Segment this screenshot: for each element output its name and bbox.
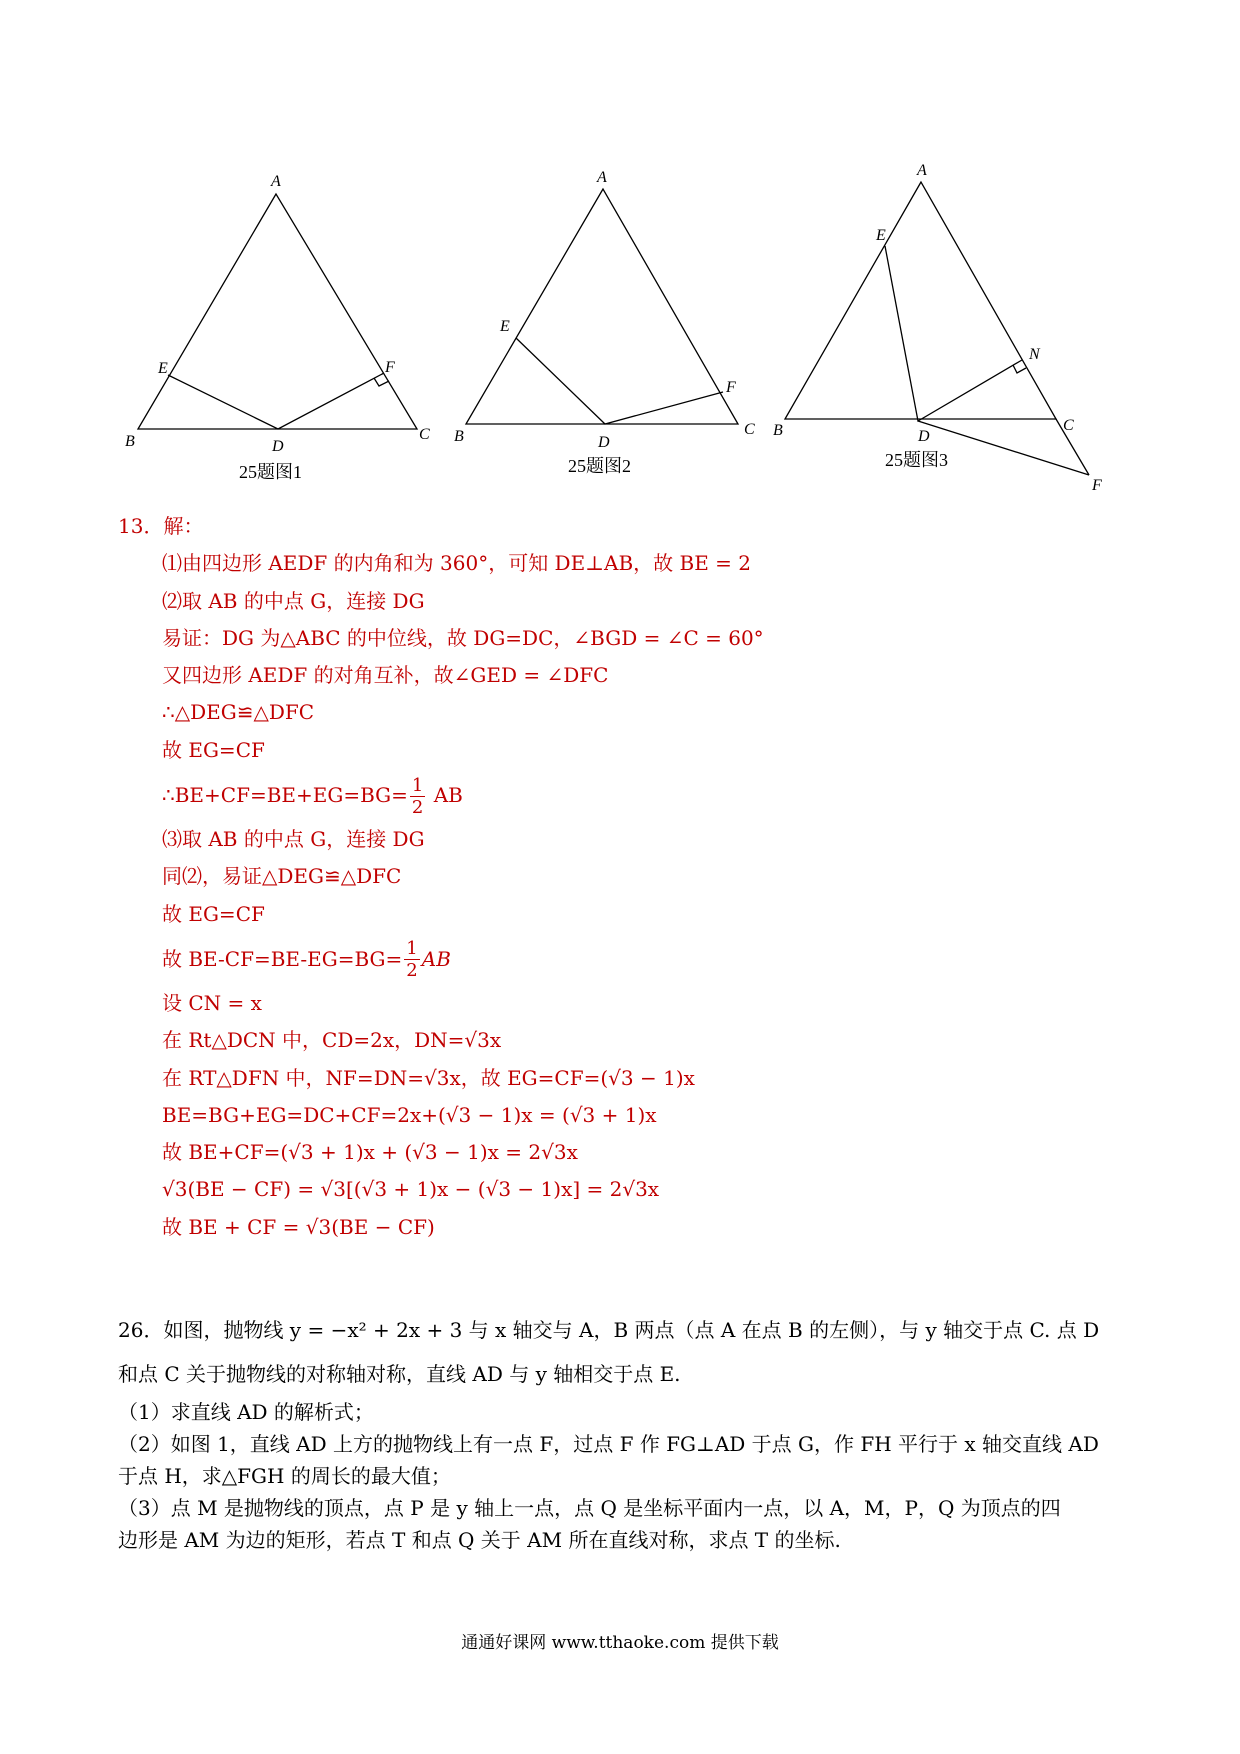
figure-1-labels [125, 173, 430, 482]
solution-line: 在 RT△DFN 中，NF=DN=√3x，故 EG=CF=(√3 − 1)x [162, 1065, 695, 1090]
solution-line: √3(BE − CF) = √3[(√3 + 1)x − (√3 − 1)x] = 2√3x [162, 1177, 660, 1202]
solution-line: BE=BG+EG=DC+CF=2x+(√3 − 1)x = (√3 + 1)x [162, 1102, 657, 1127]
label-d-3: D [918, 428, 930, 445]
page-footer: 通通好课网 www.tthaoke.com 提供下载 [461, 1633, 779, 1653]
solution-line: 故 EG=CF [162, 737, 265, 762]
label-b-3: B [773, 422, 783, 439]
figure-2 [466, 189, 738, 424]
triangle-abc-3 [785, 182, 1056, 419]
triangle-abc-2 [466, 189, 738, 424]
solution-line: 又四边形 AEDF 的对角互补，故∠GED = ∠DFC [162, 663, 609, 688]
fraction-numerator: 1 [411, 774, 424, 796]
question-line: 于点 H，求△FGH 的周长的最大值； [118, 1464, 451, 1488]
question-line: （2）如图 1，直线 AD 上方的抛物线上有一点 F，过点 F 作 FG⊥AD 于点 G，作 FH 平行于 x 轴交直线 AD [118, 1432, 1099, 1456]
solution-line: 故 BE+CF=(√3 + 1)x + (√3 − 1)x = 2√3x [162, 1140, 578, 1165]
fraction-half [404, 940, 419, 980]
figure-2-labels [454, 169, 755, 476]
question-line: （1）求直线 AD 的解析式； [118, 1400, 374, 1424]
solution-text: ∴BE+CF=BE+EG=BG= [162, 783, 408, 808]
triangle-abc-1 [138, 194, 417, 429]
solution-heading: 13．解： [118, 514, 204, 538]
figure-2-caption: 25题图2 [568, 456, 631, 476]
question-26 [118, 1308, 1128, 1556]
solution-line-half-ab-2 [118, 933, 1158, 985]
solution-line: 设 CN = x [162, 990, 262, 1015]
fraction-half [410, 774, 425, 818]
label-n-3: N [1029, 346, 1040, 363]
question-line: 26．如图，抛物线 y = −x² + 2x + 3 与 x 轴交与 A，B 两点（点 A 在点 B 的左侧），与 y 轴交于点 C. 点 D [118, 1318, 1100, 1342]
question-line: 边形是 AM 为边的矩形，若点 T 和点 Q 关于 AM 所在直线对称，求点 T 的坐标. [118, 1528, 841, 1552]
solution-line: 同⑵，易证△DEG≌△DFC [162, 864, 402, 889]
solution-line: ⑵取 AB 的中点 G，连接 DG [162, 588, 425, 613]
label-a-1: A [271, 173, 281, 190]
label-f-2: F [726, 379, 736, 396]
solution-line: ⑴由四边形 AEDF 的内角和为 360°，可知 DE⊥AB，故 BE = 2 [162, 551, 751, 576]
label-a-2: A [597, 169, 607, 186]
figure-3 [785, 182, 1089, 475]
label-f-1: F [385, 359, 395, 376]
solution-line: 故 EG=CF [162, 901, 265, 926]
fraction-numerator: 1 [406, 938, 418, 960]
solution-line: 在 Rt△DCN 中，CD=2x，DN=√3x [162, 1028, 502, 1053]
ab-text: AB [433, 783, 463, 808]
figure-3-caption: 25题图3 [885, 450, 948, 470]
figure-1 [138, 194, 417, 429]
geometry-figures [0, 0, 1240, 520]
segments-ed-dn-3 [885, 246, 1022, 421]
label-b-1: B [125, 433, 135, 450]
solution-text: 故 BE-CF=BE-EG=BG= [162, 946, 403, 971]
right-angle-mark-3 [1013, 365, 1026, 373]
solution-block [118, 508, 1158, 1246]
solution-line: ∴△DEG≌△DFC [162, 700, 315, 725]
label-e-3: E [876, 227, 886, 244]
label-f-3: F [1092, 477, 1102, 494]
label-b-2: B [454, 428, 464, 445]
ab-text: AB [421, 946, 451, 971]
solution-line: 易证：DG 为△ABC 的中位线，故 DG=DC，∠BGD = ∠C = 60° [162, 625, 764, 650]
solution-line: ⑶取 AB 的中点 G，连接 DG [162, 827, 425, 852]
label-e-2: E [500, 318, 510, 335]
label-e-1: E [158, 360, 168, 377]
label-a-3: A [917, 162, 927, 179]
fraction-denominator: 2 [406, 960, 418, 982]
figure-1-caption: 25题图1 [239, 462, 302, 482]
label-d-2: D [598, 434, 610, 451]
segments-ed-df-1 [168, 373, 384, 429]
label-c-2: C [744, 421, 755, 438]
segments-ed-df-2 [516, 338, 723, 424]
solution-line: 故 BE + CF = √3(BE − CF) [162, 1214, 435, 1239]
label-c-1: C [419, 426, 430, 443]
fraction-denominator: 2 [411, 796, 424, 818]
question-line: （3）点 M 是抛物线的顶点，点 P 是 y 轴上一点，点 Q 是坐标平面内一点，以 A，M，P，Q 为顶点的四 [118, 1496, 1061, 1520]
question-line: 和点 C 关于抛物线的对称轴对称，直线 AD 与 y 轴相交于点 E. [118, 1362, 681, 1386]
solution-line-half-ab [118, 769, 1158, 821]
label-c-3: C [1063, 417, 1074, 434]
label-d-1: D [272, 438, 284, 455]
